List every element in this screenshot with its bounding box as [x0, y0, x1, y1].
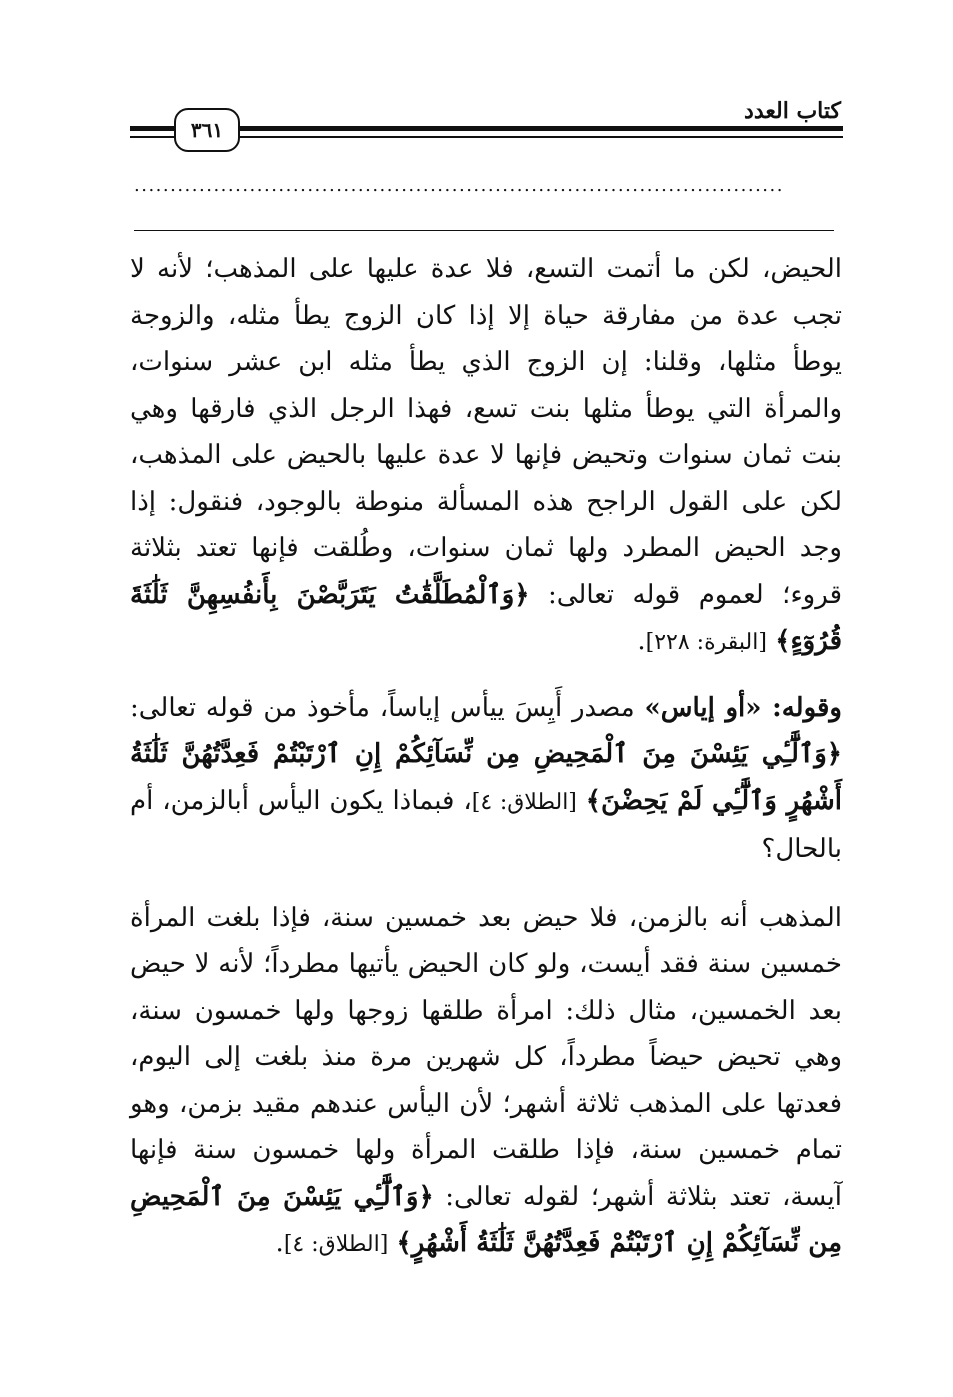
verse-reference: [البقرة: ٢٢٨] — [645, 630, 767, 655]
page-body — [130, 246, 842, 1269]
paragraph-3-end: . — [275, 1228, 284, 1258]
header-rule-left-thin — [130, 136, 174, 138]
paragraph-1-text: الحيض، لكن ما أتمت التسع، فلا عدة عليها على المذهب؛ لأنه لا تجب عدة من مفارقة حياة إلا إذا كان الزوج يطأ مثله، والزوجة يوطأ مثلها، وقلنا: إن الزوج الذي يطأ مثله ابن عشر سنوات، والمرأة التي يوطأ مثلها بنت تسع، فهذا الرجل الذي فارقها وهي بنت ثمان سنوات وتحيض فإنها لا عدة عليها بالحيض على المذهب، لكن على القول الراجح هذه المسألة منوطة بالوجود، فنقول: إذا وجد الحيض المطرد ولها ثمان سنوات، وطُلقت فإنها تعتد بثلاثة قروء؛ لعموم قوله تعالى: — [130, 254, 843, 610]
header-rule-thin — [236, 136, 843, 138]
chapter-title: كتاب العدد — [744, 98, 841, 124]
paragraph-2 — [130, 685, 842, 873]
paragraph-3-text: المذهب أنه بالزمن، فلا حيض بعد خمسين سنة، فإذا بلغت المرأة خمسين سنة فقد أيست، ولو كان الحيض يأتيها مطرداً؛ لأنه لا حيض بعد الخمسين، مثال ذلك: امرأة طلقها زوجها ولها خمسون سنة، وهي تحيض حيضاً مطرداً، كل شهرين مرة منذ بلغت إلى اليوم، فعدتها على المذهب ثلاثة أشهر؛ لأن اليأس عندهم مقيد بزمن، وهو تمام خمسين سنة، فإذا طلقت المرأة ولها خمسون سنة فإنها آيسة، تعتد بثلاثة أشهر؛ لقوله تعالى: — [130, 902, 842, 1212]
verse-reference: [الطلاق: ٤] — [283, 1232, 389, 1257]
header-rule-thick — [236, 126, 843, 131]
paragraph-1-end: . — [637, 626, 646, 656]
paragraph-2-term: وقوله: «أو إياس» — [644, 692, 842, 723]
quran-verse-baqarah: ﴿وَٱلْمُطَلَّقَٰتُ يَتَرَبَّصْنَ بِأَنفُسِهِنَّ ثَلَٰثَةَ قُرُوٓءٍ﴾ — [130, 579, 842, 656]
quran-verse-talaq: ﴿وَٱلَّٰٓـِٔي يَئِسْنَ مِنَ ٱلْمَحِيضِ مِن نِّسَآئِكُمْ إِنِ ٱرْتَبْتُمْ فَعِدَّتُهُنَّ ثَلَٰثَةُ أَشْهُرٍ﴾ — [130, 1181, 842, 1258]
paragraph-2-text: مصدر أَيِسَ ييأس إياساً، مأخوذ من قوله تعالى: — [130, 692, 635, 723]
footnote-separator-line — [134, 230, 834, 231]
page-number: ٣٦١ — [174, 108, 240, 152]
quran-verse-talaq: ﴿وَٱلَّٰٓـِٔي يَئِسْنَ مِنَ ٱلْمَحِيضِ مِن نِّسَآئِكُمْ إِنِ ٱرْتَبْتُمْ فَعِدَّتُهُنَّ ثَلَٰثَةُ أَشْهُرٍ وَٱلَّٰٓـِٔي لَمْ يَحِضْنَ﴾ — [130, 739, 843, 816]
paragraph-1 — [130, 246, 842, 667]
paragraph-2-text-end: ، فبماذا يكون اليأس أبالزمن، أم بالحال؟ — [130, 785, 842, 864]
verse-reference: [الطلاق: ٤] — [471, 789, 577, 815]
dotted-separator: .......................................................................................... — [134, 176, 784, 196]
paragraph-3 — [130, 895, 842, 1269]
header-rule-left-thick — [130, 126, 174, 131]
